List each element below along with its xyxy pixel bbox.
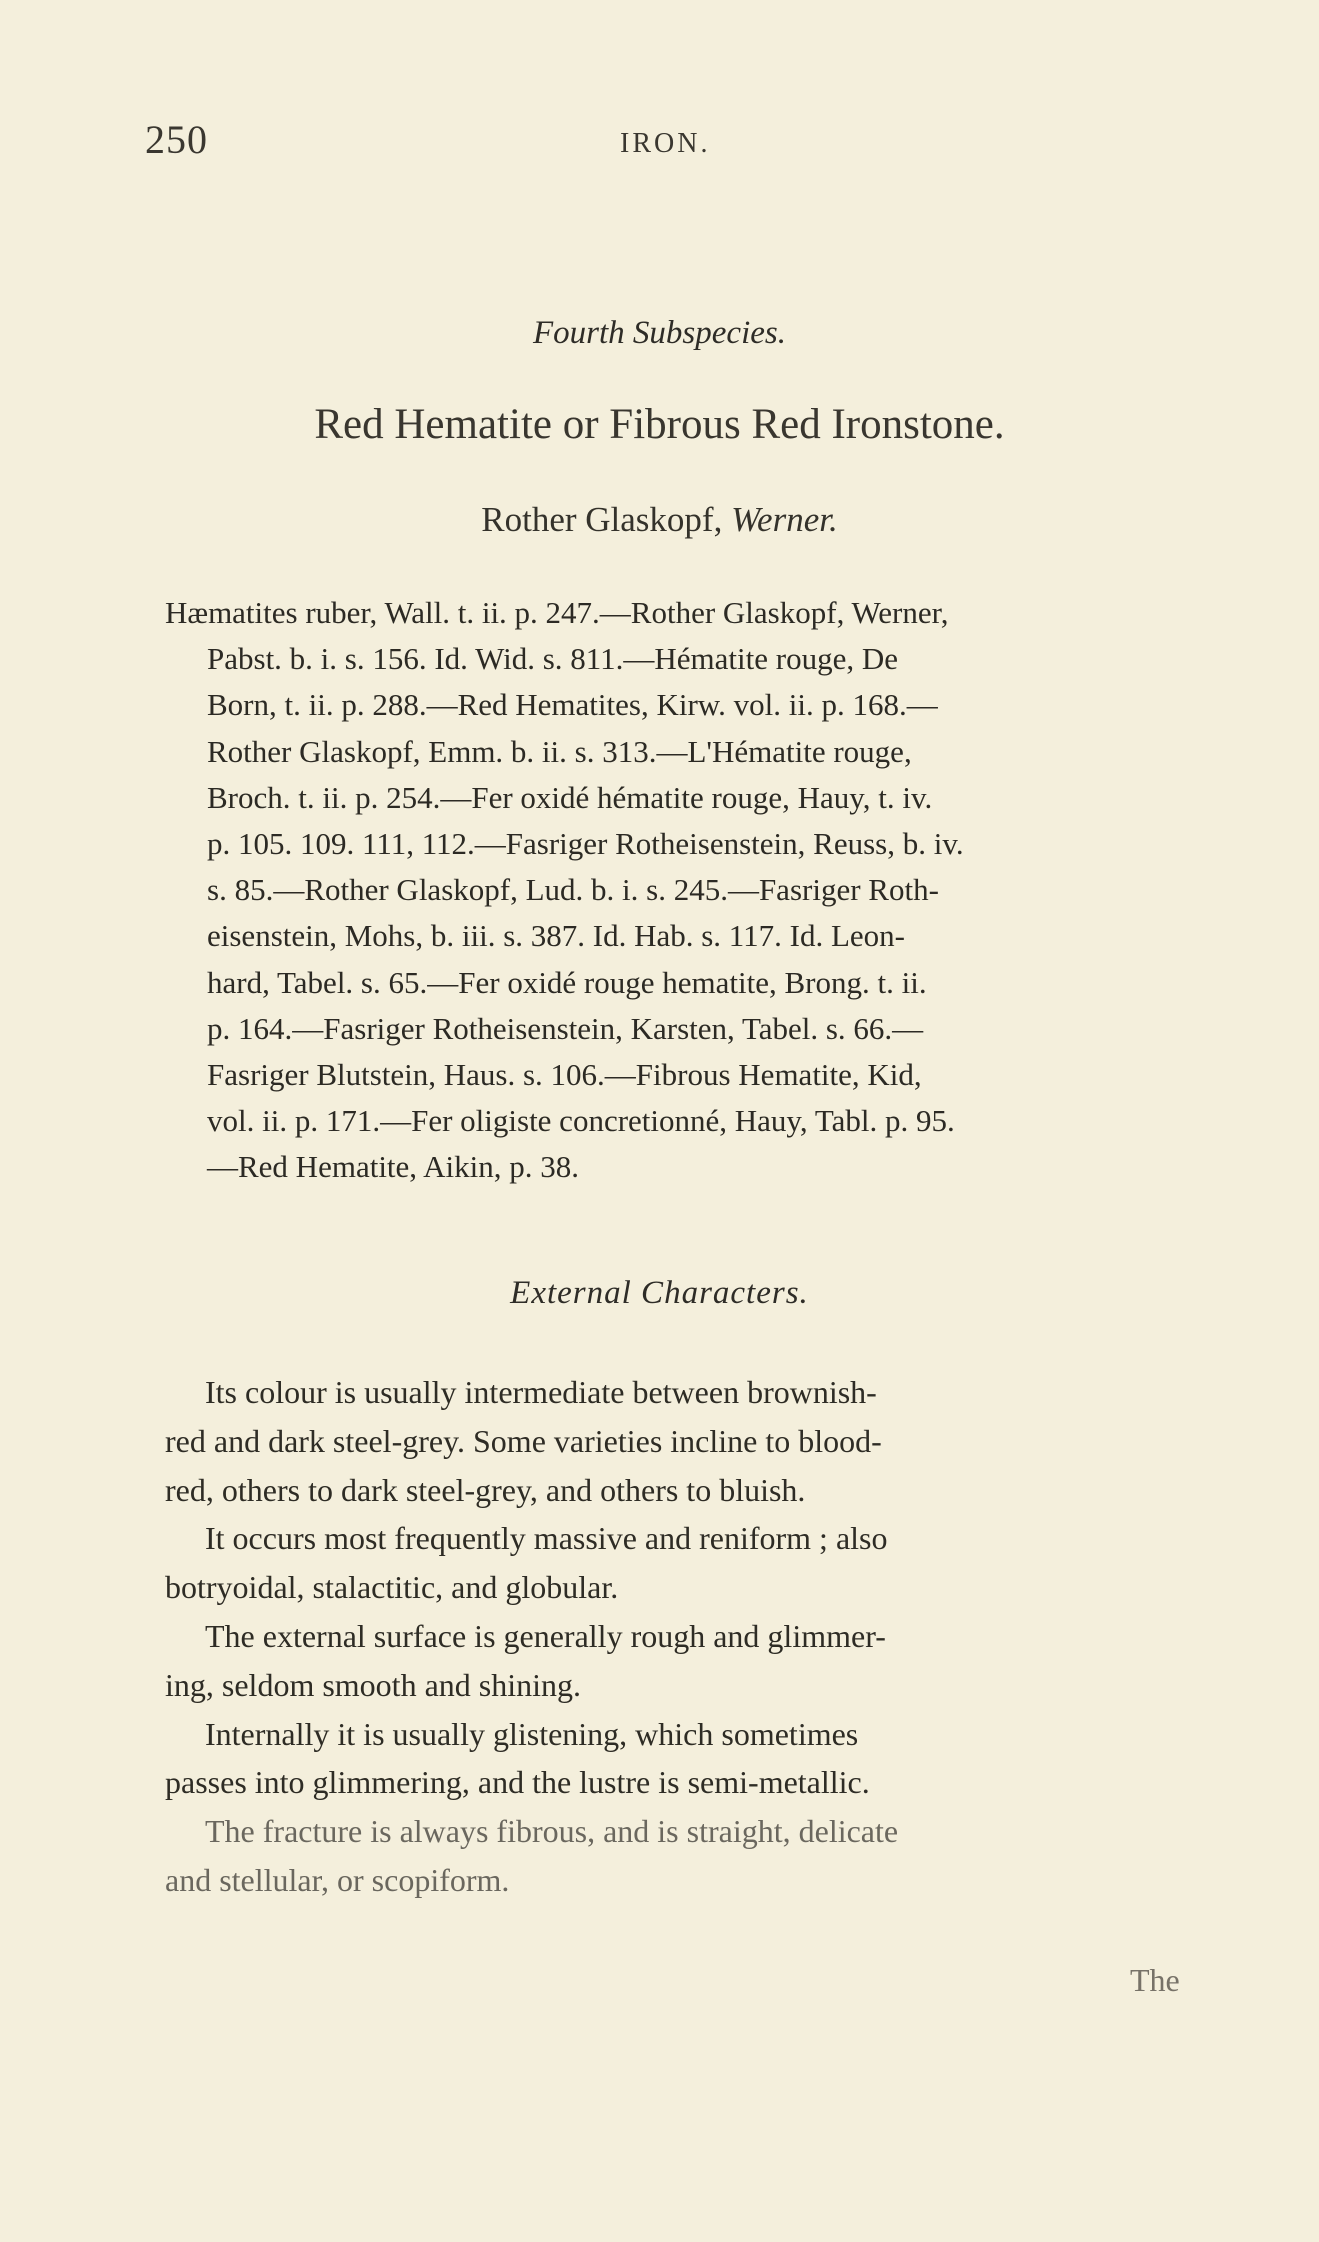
body-line: red and dark steel-grey. Some varieties incline to blood-: [165, 1422, 882, 1459]
body-line: and stellular, or scopiform.: [165, 1861, 510, 1898]
body-line: botryoidal, stalactitic, and globular.: [165, 1569, 619, 1606]
synonymy-paragraph: [165, 590, 1215, 1191]
synonym-line: Born, t. ii. p. 288.—Red Hematites, Kirw. vol. ii. p. 168.—: [207, 687, 938, 723]
catchword: The: [1130, 1962, 1180, 1998]
synonym-line: vol. ii. p. 171.—Fer oligiste concretionné, Hauy, Tabl. p. 95.: [207, 1103, 955, 1139]
synonym-line: p. 164.—Fasriger Rotheisenstein, Karsten, Tabel. s. 66.—: [207, 1010, 924, 1046]
synonym-line: —Red Hematite, Aikin, p. 38.: [207, 1149, 579, 1185]
subspecies-heading: Fourth Subspecies.: [533, 315, 786, 351]
synonym-line: Broch. t. ii. p. 254.—Fer oxidé hématite rouge, Hauy, t. iv.: [207, 779, 933, 815]
body-text: [165, 1368, 1215, 1905]
synonym-line: s. 85.—Rother Glaskopf, Lud. b. i. s. 245.—Fasriger Roth-: [207, 872, 939, 908]
synonym-line: p. 105. 109. 111, 112.—Fasriger Rotheisenstein, Reuss, b. iv.: [207, 826, 964, 862]
synonym-line: Fasriger Blutstein, Haus. s. 106.—Fibrous Hematite, Kid,: [207, 1057, 922, 1093]
body-line: The external surface is generally rough and glimmer-: [205, 1617, 886, 1654]
body-line: passes into glimmering, and the lustre is semi-metallic.: [165, 1764, 870, 1801]
section-heading: External Characters.: [510, 1275, 809, 1311]
german-name-line: [0, 500, 1319, 540]
mineral-title: Red Hematite or Fibrous Red Ironstone.: [314, 401, 1005, 448]
synonym-line: Pabst. b. i. s. 156. Id. Wid. s. 811.—Hématite rouge, De: [207, 641, 899, 677]
page-number: 250: [145, 117, 208, 162]
body-line: Internally it is usually glistening, which sometimes: [205, 1715, 859, 1752]
body-line: ing, seldom smooth and shining.: [165, 1666, 581, 1703]
synonym-line: Hæmatites ruber, Wall. t. ii. p. 247.—Rother Glaskopf, Werner,: [165, 595, 949, 630]
body-line: red, others to dark steel-grey, and others to bluish.: [165, 1471, 806, 1508]
german-name-author: Werner.: [731, 500, 838, 539]
running-head: IRON.: [620, 128, 711, 159]
body-line: Its colour is usually intermediate between brownish-: [205, 1374, 877, 1410]
synonym-line: Rother Glaskopf, Emm. b. ii. s. 313.—L'Hématite rouge,: [207, 733, 912, 769]
synonym-line: eisenstein, Mohs, b. iii. s. 387. Id. Hab. s. 117. Id. Leon-: [207, 918, 905, 954]
german-name: Rother Glaskopf,: [481, 500, 723, 539]
synonym-line: hard, Tabel. s. 65.—Fer oxidé rouge hematite, Brong. t. ii.: [207, 964, 927, 1000]
body-line: The fracture is always fibrous, and is straight, delicate: [205, 1813, 899, 1850]
body-line: It occurs most frequently massive and reniform ; also: [205, 1520, 888, 1557]
